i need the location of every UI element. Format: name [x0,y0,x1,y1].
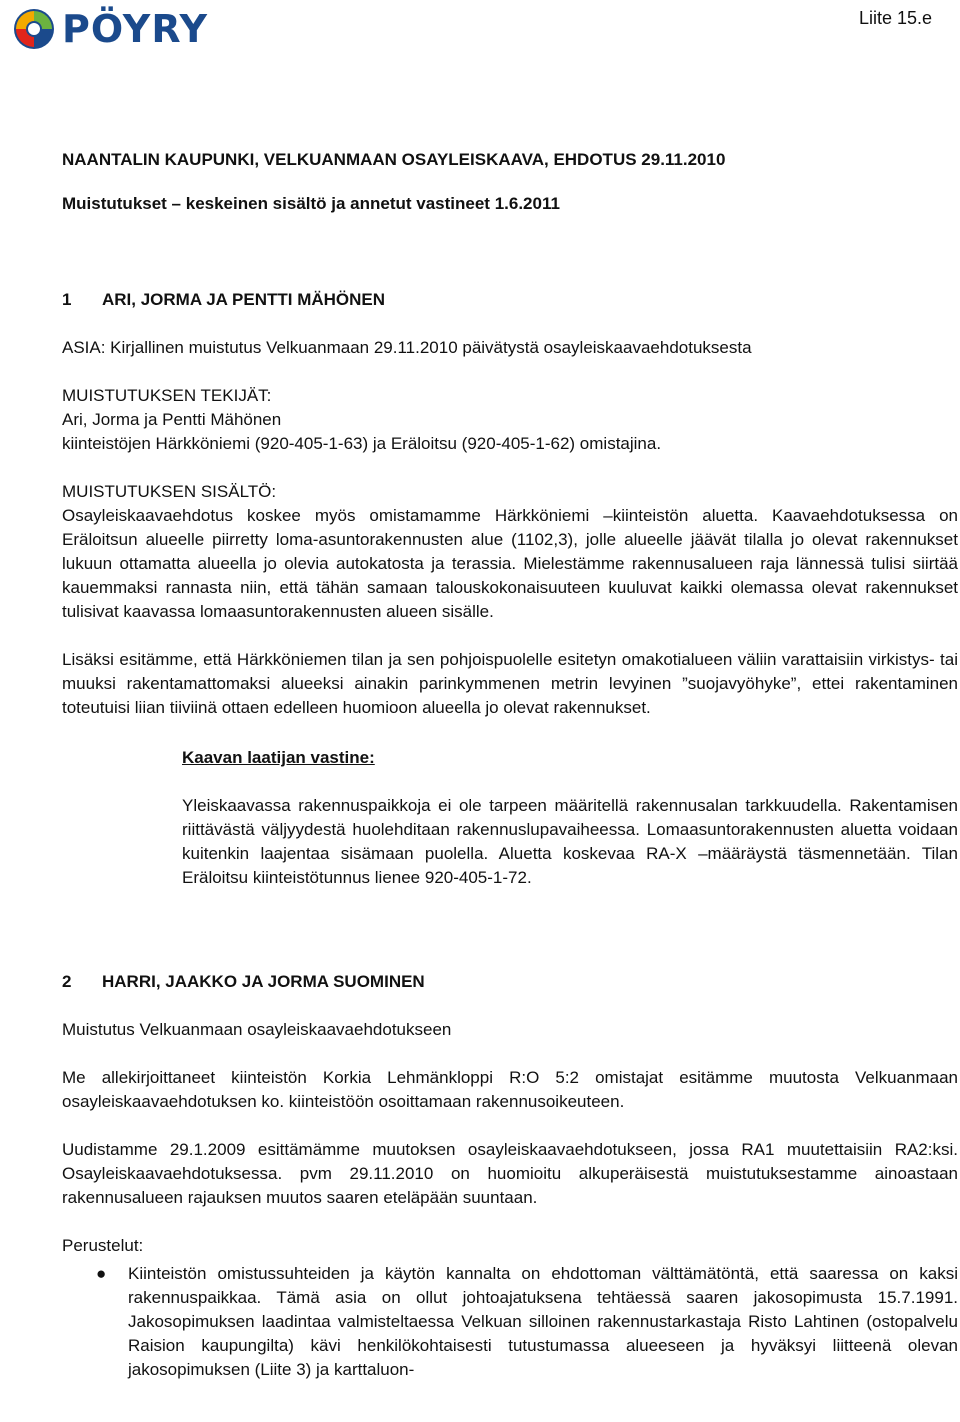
reply-text: Yleiskaavassa rakennuspaikkoja ei ole tarpeen määritellä rakennusalan tarkkuudella. Rakentamisen riittävästä väljyydestä huolehditaan rakennuslupavaiheessa. Lomaasuntorakennusten aluetta voidaan kuitenkin laajentaa sisämaan puolella. Aluetta koskevaa RA-X –määräystä täsmennetään. Tilan Eräloitsu kiinteistötunnus lienee 920-405-1-72. [182,796,958,887]
content-paragraph: Osayleiskaavaehdotus koskee myös omistamamme Härkköniemi –kiinteistön aluetta. Kaavaehdotuksessa on Eräloitsun alueelle piirretty loma-asuntorakennusten alue (1102,3), jolle alueelle jäävät tilalla jo olevat rakennukset lukuun ottamatta alueella jo olevia autokatosta ja terassia. Mielestämme rakennusalueen raja lännessä tulisi siirtää kauemmaksi rannasta niin, että tähän samaan talouskokonaisuuteen kuuluvat kaikki olemassa olevat rakennukset tulisivat kaavassa lomaasuntorakennusten alueen sisälle. [62,506,958,621]
content-label: MUISTUTUKSEN SISÄLTÖ: [62,482,277,501]
logo-wordmark: PÖYRY [62,7,209,51]
reply-title: Kaavan laatijan vastine: [182,748,375,767]
appendix-label: Liite 15.e [858,8,932,28]
list-item [62,1262,958,1382]
authors-properties: kiinteistöjen Härkköniemi (920-405-1-63) ja Eräloitsu (920-405-1-62) omistajina. [62,434,662,453]
list-item-text: Kiinteistön omistussuhteiden ja käytön kannalta on ehdottoman välttämätöntä, että saaressa on kaksi rakennuspaikkaa. Tämä asia on ollut johtoajatuksena tehtäessä saaren jakosopimusta 15.7.1991. Jakosopimuksen laadintaa valmisteltaessa Velkuan silloinen rakennustarkastaja Risto Lahtinen (ostopalvelu Raision kaupungilta) kävi henkilökohtaisesti tutustumassa alueeseen ja hyväksyi liitteenä olevan jakosopimuksen (Liite 3) ja karttaluon- [128,1264,958,1379]
authors-label: MUISTUTUKSEN TEKIJÄT: [62,386,272,405]
addition-paragraph: Lisäksi esitämme, että Härkköniemen tilan ja sen pohjoispuolelle esitetyn omakotialueen väliin varattaisiin virkistys- tai muuksi rakentamattomaksi alueeksi ainakin parinkymmenen metrin levyinen ”suojavyöhyke”, ettei rakentaminen toteutuisi liian tiiviinä ottaen edelleen huomioon alueella jo olevat rakennukset. [62,650,958,717]
section-1-heading [62,288,958,312]
reasons-list [62,1262,958,1382]
company-logo [12,4,208,54]
section-2-number: 2 [62,972,72,991]
bullet-icon: ● [96,1264,107,1283]
section-1-title: ARI, JORMA JA PENTTI MÄHÖNEN [102,290,386,309]
poyry-logo-icon [12,7,56,51]
authors-names: Ari, Jorma ja Pentti Mähönen [62,410,282,429]
document-body [62,148,958,1382]
section-2-subtitle: Muistutus Velkuanmaan osayleiskaavaehdotukseen [62,1020,452,1039]
section-2-title: HARRI, JAAKKO JA JORMA SUOMINEN [102,972,425,991]
section-1-number: 1 [62,290,72,309]
section-2-paragraph-1: Me allekirjoittaneet kiinteistön Korkia Lehmänkloppi R:O 5:2 omistajat esitämme muutosta Velkuanmaan osayleiskaavaehdotuksen ko. kiinteistöön osoittamaan rakennusoikeuteen. [62,1068,958,1111]
section-2-heading [62,970,958,994]
document-title: NAANTALIN KAUPUNKI, VELKUANMAAN OSAYLEISKAAVA, EHDOTUS 29.11.2010 [62,150,726,169]
document-subtitle: Muistutukset – keskeinen sisältö ja annetut vastineet 1.6.2011 [62,194,560,213]
reasons-label: Perustelut: [62,1236,144,1255]
planner-reply [182,746,958,890]
section-2-paragraph-2: Uudistamme 29.1.2009 esittämämme muutoksen osayleiskaavaehdotukseen, jossa RA1 muutettaisiin RA2:ksi. Osayleiskaavaehdotuksessa. pvm 29.11.2010 on huomioitu alkuperäisestä muistutuksestamme ainoastaan rakennusalueen rajauksen muutos saaren eteläpään suuntaan. [62,1140,958,1207]
section-1-subject: ASIA: Kirjallinen muistutus Velkuanmaan 29.11.2010 päivätystä osayleiskaavaehdotuksesta [62,338,752,357]
